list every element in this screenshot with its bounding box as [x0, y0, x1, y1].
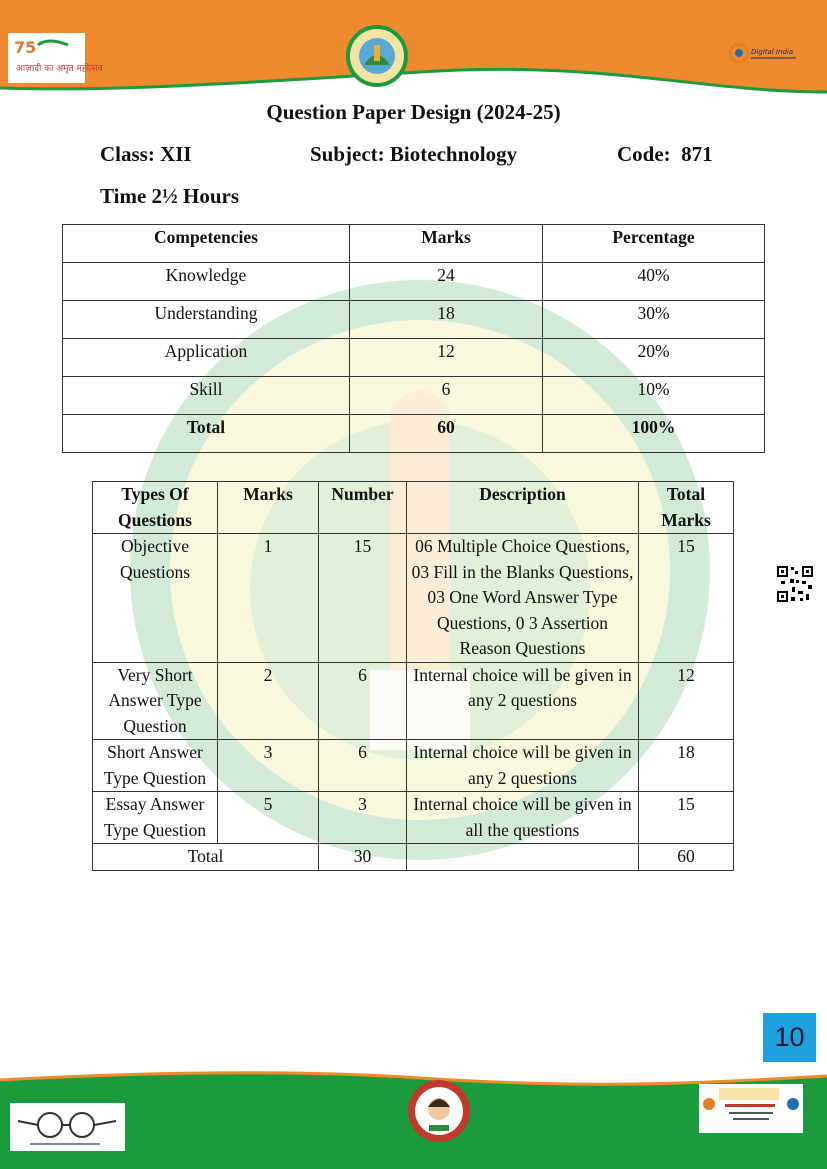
total-label: Total [93, 844, 319, 871]
subject-label: Subject: Biotechnology [310, 142, 518, 166]
class-label: Class: XII [100, 142, 192, 166]
table-row [93, 740, 734, 792]
total-number: 30 [319, 844, 407, 871]
cell-description: Internal choice will be given in all the questions [407, 792, 639, 844]
qr-code-icon [776, 565, 814, 603]
cell-type: Very Short Answer Type Question [93, 662, 218, 740]
header-total-marks: Total Marks [639, 482, 734, 534]
table-row [63, 377, 765, 415]
svg-text:75: 75 [14, 38, 37, 57]
total-percentage: 100% [543, 415, 765, 453]
table-row [93, 534, 734, 663]
cell-description: Internal choice will be given in any 2 questions [407, 740, 639, 792]
table-row [93, 792, 734, 844]
cell-type: Short Answer Type Question [93, 740, 218, 792]
header-percentage: Percentage [543, 225, 765, 263]
total-row [63, 415, 765, 453]
header-types: Types Of Questions [93, 482, 218, 534]
beti-bachao-logo [407, 1077, 472, 1145]
header-competencies: Competencies [63, 225, 350, 263]
time-label: Time 2½ Hours [100, 184, 240, 208]
cell: 12 [350, 339, 543, 377]
table-row [93, 662, 734, 740]
cell: 30% [543, 301, 765, 339]
cell-number: 15 [319, 534, 407, 663]
azadi-logo [8, 33, 103, 83]
hbse-emblem [346, 25, 408, 87]
page-number-badge: 10 [763, 1013, 816, 1062]
table-header-row [63, 225, 765, 263]
table-header-row [93, 482, 734, 534]
cell: Application [63, 339, 350, 377]
cell-total: 15 [639, 792, 734, 844]
cell-total: 18 [639, 740, 734, 792]
cell-description: 06 Multiple Choice Questions, 03 Fill in the Blanks Questions, 03 One Word Answer Type Questions, 0 3 Assertion Reason Questions [407, 534, 639, 663]
cell-number: 6 [319, 740, 407, 792]
cell-type: Essay Answer Type Question [93, 792, 218, 844]
total-label: Total [63, 415, 350, 453]
shiksha-adhikar-logo [699, 1084, 803, 1133]
header-marks: Marks [350, 225, 543, 263]
cell: 10% [543, 377, 765, 415]
competency-table [62, 224, 765, 453]
code-label: Code: 871 [617, 142, 713, 166]
cell-marks: 1 [218, 534, 319, 663]
cell: Understanding [63, 301, 350, 339]
cell-total: 15 [639, 534, 734, 663]
table-row [63, 339, 765, 377]
question-type-table [92, 481, 734, 871]
svg-text:Digital India: Digital India [751, 48, 794, 56]
cell: 6 [350, 377, 543, 415]
header-description: Description [407, 482, 639, 534]
cell-marks: 3 [218, 740, 319, 792]
total-marks: 60 [350, 415, 543, 453]
cell-description: Internal choice will be given in any 2 questions [407, 662, 639, 740]
cell: Knowledge [63, 263, 350, 301]
digital-india-logo [728, 40, 800, 66]
header-marks: Marks [218, 482, 319, 534]
header-number: Number [319, 482, 407, 534]
total-empty [407, 844, 639, 871]
cell-number: 6 [319, 662, 407, 740]
svg-text:आज़ादी का अमृत महोत्सव: आज़ादी का अमृत महोत्सव [16, 64, 103, 74]
table-row [63, 301, 765, 339]
total-row [93, 844, 734, 871]
total-marks: 60 [639, 844, 734, 871]
cell: 20% [543, 339, 765, 377]
cell: 40% [543, 263, 765, 301]
table-row [63, 263, 765, 301]
cell-total: 12 [639, 662, 734, 740]
page-title: Question Paper Design (2024-25) [266, 100, 561, 124]
swachh-bharat-logo [10, 1103, 125, 1151]
cell: Skill [63, 377, 350, 415]
cell: 18 [350, 301, 543, 339]
cell-type: Objective Questions [93, 534, 218, 663]
cell-marks: 2 [218, 662, 319, 740]
cell-number: 3 [319, 792, 407, 844]
cell-marks: 5 [218, 792, 319, 844]
top-banner [0, 0, 827, 100]
cell: 24 [350, 263, 543, 301]
